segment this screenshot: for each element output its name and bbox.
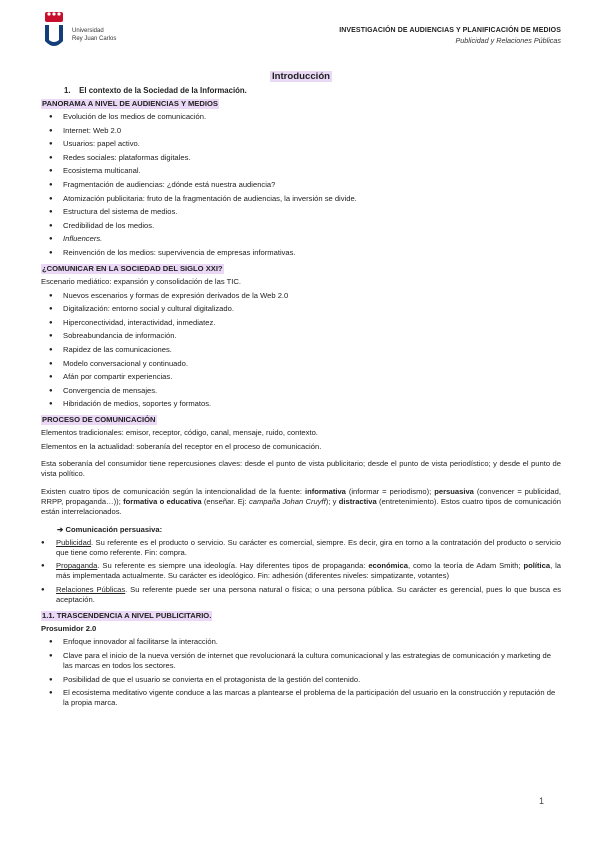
panorama-list	[41, 112, 561, 258]
list-item: ● Hiperconectividad, interactividad, inmediatez.	[41, 318, 561, 328]
text-run: (enseñar. Ej:	[201, 497, 249, 507]
list-item: ● Internet: Web 2.0	[41, 126, 561, 136]
section-intro: Escenario mediático: expansión y consolidación de las TIC.	[41, 276, 241, 286]
text-run: . Su referente puede ser una persona natural o física; o una persona pública. Su carácter es gerencial, pues lo que busca es aceptación.	[56, 584, 562, 604]
university-logo	[40, 10, 130, 52]
list-item	[41, 561, 561, 581]
example-campaign: campaña Johan Cruyff	[248, 497, 326, 507]
list-item: ● Afán por compartir experiencias.	[41, 372, 561, 382]
text-run: . Su referente es siempre una ideología. Hay diferentes tipos de propaganda:	[97, 561, 369, 571]
list-item	[41, 585, 561, 605]
text-run: ); y	[325, 497, 339, 507]
arrow-icon: ➔	[57, 524, 66, 534]
comunicar-list	[41, 291, 561, 410]
text-run: . Su referente es el producto o servicio. Su carácter es comercial, siempre. Es decir, gira en torno a la contratación del producto o servicio que tiene como referente. Fin: compra.	[56, 537, 561, 557]
list-item: ● Reinvención de los medios: supervivencia de empresas informativas.	[41, 248, 561, 258]
list-item: ● Convergencia de mensajes.	[41, 386, 561, 396]
section-heading-panorama: PANORAMA A NIVEL DE AUDIENCIAS Y MEDIOS	[42, 99, 218, 108]
persuasive-list	[41, 538, 561, 605]
doc-title-text: Introducción	[271, 71, 331, 82]
term-persuasiva: persuasiva	[434, 487, 474, 497]
section-heading-proceso: PROCESO DE COMUNICACIÓN	[42, 415, 156, 425]
logo-line-2: Rey Juan Carlos	[72, 36, 117, 42]
list-item: ● El ecosistema meditativo vigente conduce a las marcas a plantearse el problema de la participación del usuario en la construcción y reputación de la propia marca.	[41, 688, 561, 708]
term-distractiva: distractiva	[338, 497, 377, 507]
arrow-heading	[57, 525, 561, 535]
document-body	[41, 72, 561, 714]
list-item: ● Usuarios: papel activo.	[41, 139, 561, 149]
page-number: 1	[538, 796, 544, 806]
term-publicidad: Publicidad	[56, 537, 92, 547]
list-item: ● Redes sociales: plataformas digitales.	[41, 153, 561, 163]
list-item: ● Clave para el inicio de la nueva versión de internet que revolucionará la cultura comunicacional y las estrategias de comunicación y marketing de las marcas en todos los sectores.	[41, 651, 561, 671]
term-propaganda: Propaganda	[56, 561, 98, 571]
list-item: ● Rapidez de las comunicaciones.	[41, 345, 561, 355]
list-item: ● Influencers.	[41, 234, 561, 244]
numbered-heading: 1. El contexto de la Sociedad de la Información.	[64, 86, 247, 95]
term-relaciones-publicas: Relaciones Públicas	[56, 584, 126, 594]
list-item: ● Atomización publicitaria: fruto de la fragmentación de audiencias, la inversión se divide.	[41, 194, 561, 204]
header-title: INVESTIGACIÓN DE AUDIENCIAS Y PLANIFICACIÓN DE MEDIOS	[339, 27, 561, 34]
list-item	[41, 538, 561, 558]
list-item: ● Sobreabundancia de información.	[41, 331, 561, 341]
paragraph: Elementos tradicionales: emisor, receptor, código, canal, mensaje, ruido, contexto.	[41, 428, 318, 438]
section-heading-comunicar: ¿COMUNICAR EN LA SOCIEDAD DEL SIGLO XXI?	[42, 263, 223, 273]
crest-icon	[40, 10, 68, 52]
term-economica: económica	[368, 561, 408, 571]
header-subtitle: Publicidad y Relaciones Públicas	[455, 36, 561, 45]
doc-title	[41, 72, 561, 82]
logo-line-1: Universidad	[72, 28, 104, 34]
text-run: , la más implementada actualmente. Su carácter es ideológico. Fin: adhesión (diferentes niveles: simpatizante, votantes)	[56, 561, 561, 581]
term-informativa: informativa	[304, 487, 346, 497]
text-run: (entretenimiento). Estos cuatro tipos de comunicación están interrelacionados.	[41, 497, 561, 517]
list-item: ● Modelo conversacional y continuado.	[41, 359, 561, 369]
text-run: , como la teoría de Adam Smith;	[407, 561, 524, 571]
prosumidor-list	[41, 637, 561, 708]
page-header	[339, 27, 561, 45]
paragraph: Elementos en la actualidad: soberanía del receptor en el proceso de comunicación.	[41, 441, 322, 451]
list-item: ● Credibilidad de los medios.	[41, 221, 561, 231]
list-item: ● Evolución de los medios de comunicación.	[41, 112, 561, 122]
text-run: (informar = periodismo);	[345, 487, 435, 497]
subheading-prosumidor: Prosumidor 2.0	[41, 623, 97, 633]
list-item: ● Posibilidad de que el usuario se convierta en el protagonista de la gestión del contenido.	[41, 675, 561, 685]
text-run: Existen cuatro tipos de comunicación según la intencionalidad de la fuente:	[41, 487, 305, 497]
term-politica: política	[523, 561, 551, 571]
text-run: (convencer = publicidad, RRPP, propaganda…));	[41, 487, 561, 507]
list-item: ● Enfoque innovador al facilitarse la interacción.	[41, 637, 561, 647]
section-heading-trascendencia: 1.1. TRASCENDENCIA A NIVEL PUBLICITARIO.	[42, 610, 212, 620]
arrow-heading-text: Comunicación persuasiva:	[65, 524, 163, 534]
paragraph: Esta soberanía del consumidor tiene repercusiones claves: desde el punto de vista publicitario; desde el punto de vista periodístico; y desde el punto de vista político.	[41, 459, 561, 479]
university-name	[72, 27, 116, 43]
list-item: ● Estructura del sistema de medios.	[41, 207, 561, 217]
paragraph-communication-types	[41, 487, 561, 517]
list-item: ● Nuevos escenarios y formas de expresión derivados de la Web 2.0	[41, 291, 561, 301]
list-item: ● Ecosistema multicanal.	[41, 166, 561, 176]
list-item: ● Fragmentación de audiencias: ¿dónde está nuestra audiencia?	[41, 180, 561, 190]
list-item: ● Digitalización: entorno social y cultural digitalizado.	[41, 304, 561, 314]
list-item: ● Hibridación de medios, soportes y formatos.	[41, 399, 561, 409]
term-formativa: formativa o educativa	[123, 497, 202, 507]
